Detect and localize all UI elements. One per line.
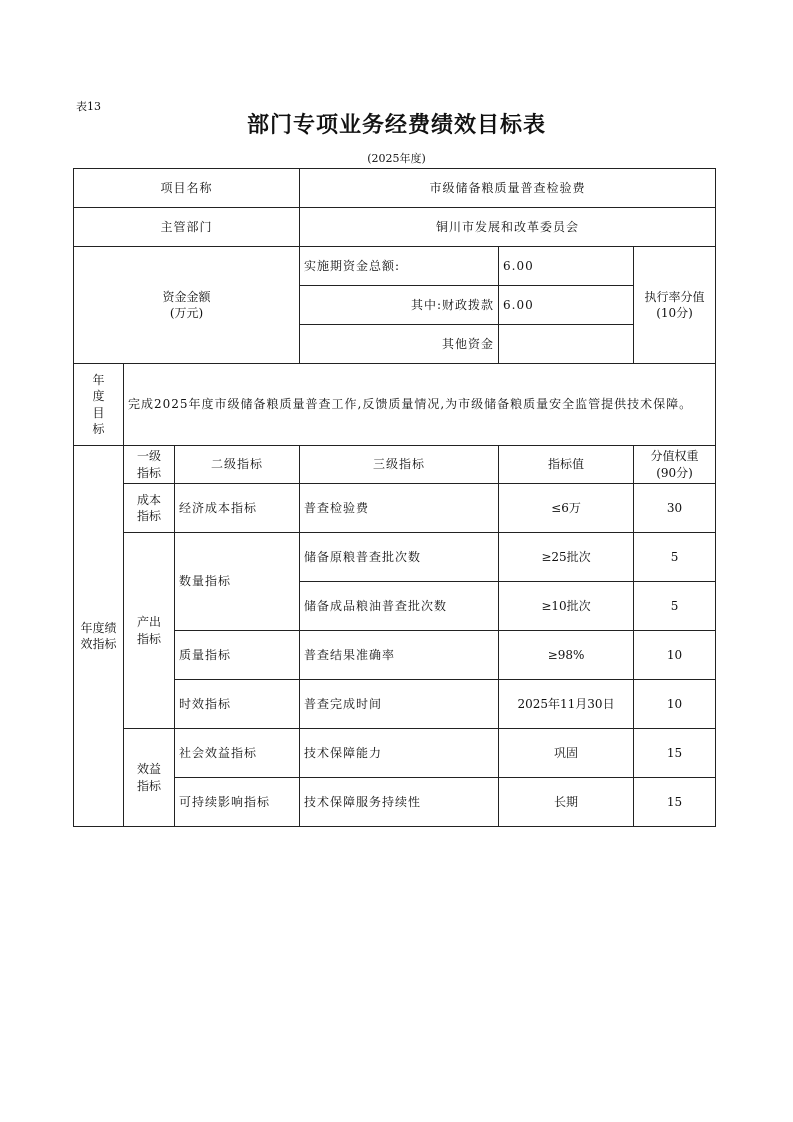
row-annual-goal [74, 364, 716, 446]
benefit-group-line1: 效益 [136, 762, 161, 777]
year-subtitle: (2025年度) [367, 152, 426, 165]
annual-goal-text: 完成2025年度市级储备粮质量普查工作,反馈质量情况,为市级储备粮质量安全监管提供技术保障。 [124, 364, 716, 446]
funds-total-value: 6.00 [499, 247, 634, 286]
weight-cell: 30 [634, 484, 716, 533]
department-label: 主管部门 [74, 208, 300, 247]
weight-cell: 5 [634, 533, 716, 582]
goal-label-char: 标 [92, 421, 105, 436]
row-funds-total [74, 247, 716, 286]
level1-header-line1: 一级 [136, 449, 161, 464]
value-cell: 巩固 [499, 729, 634, 778]
level2-cell: 社会效益指标 [175, 729, 300, 778]
funds-unit: (万元) [169, 306, 204, 320]
execution-score-value: (10分) [656, 306, 693, 320]
annual-indicators-line2: 效指标 [80, 637, 117, 651]
level1-header-line2: 指标 [136, 465, 161, 480]
level2-header: 二级指标 [175, 446, 300, 484]
level3-cell: 技术保障服务持续性 [300, 778, 499, 827]
row-project-name [74, 169, 716, 208]
level2-cell: 经济成本指标 [175, 484, 300, 533]
weight-cell: 10 [634, 680, 716, 729]
project-name-label: 项目名称 [74, 169, 300, 208]
weight-header [634, 446, 716, 484]
funds-total-label: 实施期资金总额: [300, 247, 499, 286]
benefit-indicator-group [124, 729, 175, 827]
page-title: 部门专项业务经费绩效目标表 [246, 113, 546, 138]
execution-score-label: 执行率分值 [644, 289, 705, 304]
weight-cell: 15 [634, 778, 716, 827]
row-department [74, 208, 716, 247]
level3-cell: 普查完成时间 [300, 680, 499, 729]
weight-header-line2: (90分) [656, 465, 693, 480]
funds-fiscal-label: 其中:财政拨款 [300, 286, 499, 325]
weight-cell: 10 [634, 631, 716, 680]
weight-header-line1: 分值权重 [650, 449, 699, 464]
output-group-line1: 产出 [136, 615, 161, 630]
funds-other-value [499, 325, 634, 364]
table-row [74, 729, 716, 778]
level3-cell: 技术保障能力 [300, 729, 499, 778]
annual-goal-label [74, 364, 124, 446]
funds-fiscal-value: 6.00 [499, 286, 634, 325]
table-row [74, 484, 716, 533]
weight-cell: 5 [634, 582, 716, 631]
value-cell: 长期 [499, 778, 634, 827]
level2-cell: 可持续影响指标 [175, 778, 300, 827]
cost-indicator-group [124, 484, 175, 533]
table-row [74, 533, 716, 582]
cost-group-line1: 成本 [136, 492, 161, 507]
level3-cell: 储备原粮普查批次数 [300, 533, 499, 582]
cost-group-line2: 指标 [136, 509, 161, 523]
level3-cell: 普查检验费 [300, 484, 499, 533]
value-cell: ≥25批次 [499, 533, 634, 582]
benefit-group-line2: 指标 [136, 778, 161, 793]
goal-label-char: 年 [92, 373, 105, 388]
execution-score-cell [634, 247, 716, 364]
level2-cell: 质量指标 [175, 631, 300, 680]
department-value: 铜川市发展和改革委员会 [300, 208, 716, 247]
funds-label: 资金金额 [162, 289, 211, 304]
value-header: 指标值 [499, 446, 634, 484]
value-cell: ≤6万 [499, 484, 634, 533]
table-number: 表13 [76, 100, 101, 113]
funds-other-label: 其他资金 [300, 325, 499, 364]
value-cell: ≥10批次 [499, 582, 634, 631]
annual-indicators-line1: 年度绩 [80, 620, 117, 635]
goal-label-char: 目 [92, 405, 105, 420]
level3-cell: 储备成品粮油普查批次数 [300, 582, 499, 631]
performance-table [73, 168, 716, 827]
annual-indicators-label [74, 446, 124, 827]
level3-header: 三级指标 [300, 446, 499, 484]
level1-header [124, 446, 175, 484]
funds-label-cell [74, 247, 300, 364]
output-indicator-group [124, 533, 175, 729]
goal-label-char: 度 [92, 389, 105, 404]
level2-cell: 时效指标 [175, 680, 300, 729]
output-group-line2: 指标 [136, 631, 161, 646]
weight-cell: 15 [634, 729, 716, 778]
row-indicator-header [74, 446, 716, 484]
value-cell: ≥98% [499, 631, 634, 680]
project-name-value: 市级储备粮质量普查检验费 [300, 169, 716, 208]
value-cell: 2025年11月30日 [499, 680, 634, 729]
level3-cell: 普查结果准确率 [300, 631, 499, 680]
level2-cell: 数量指标 [175, 533, 300, 631]
